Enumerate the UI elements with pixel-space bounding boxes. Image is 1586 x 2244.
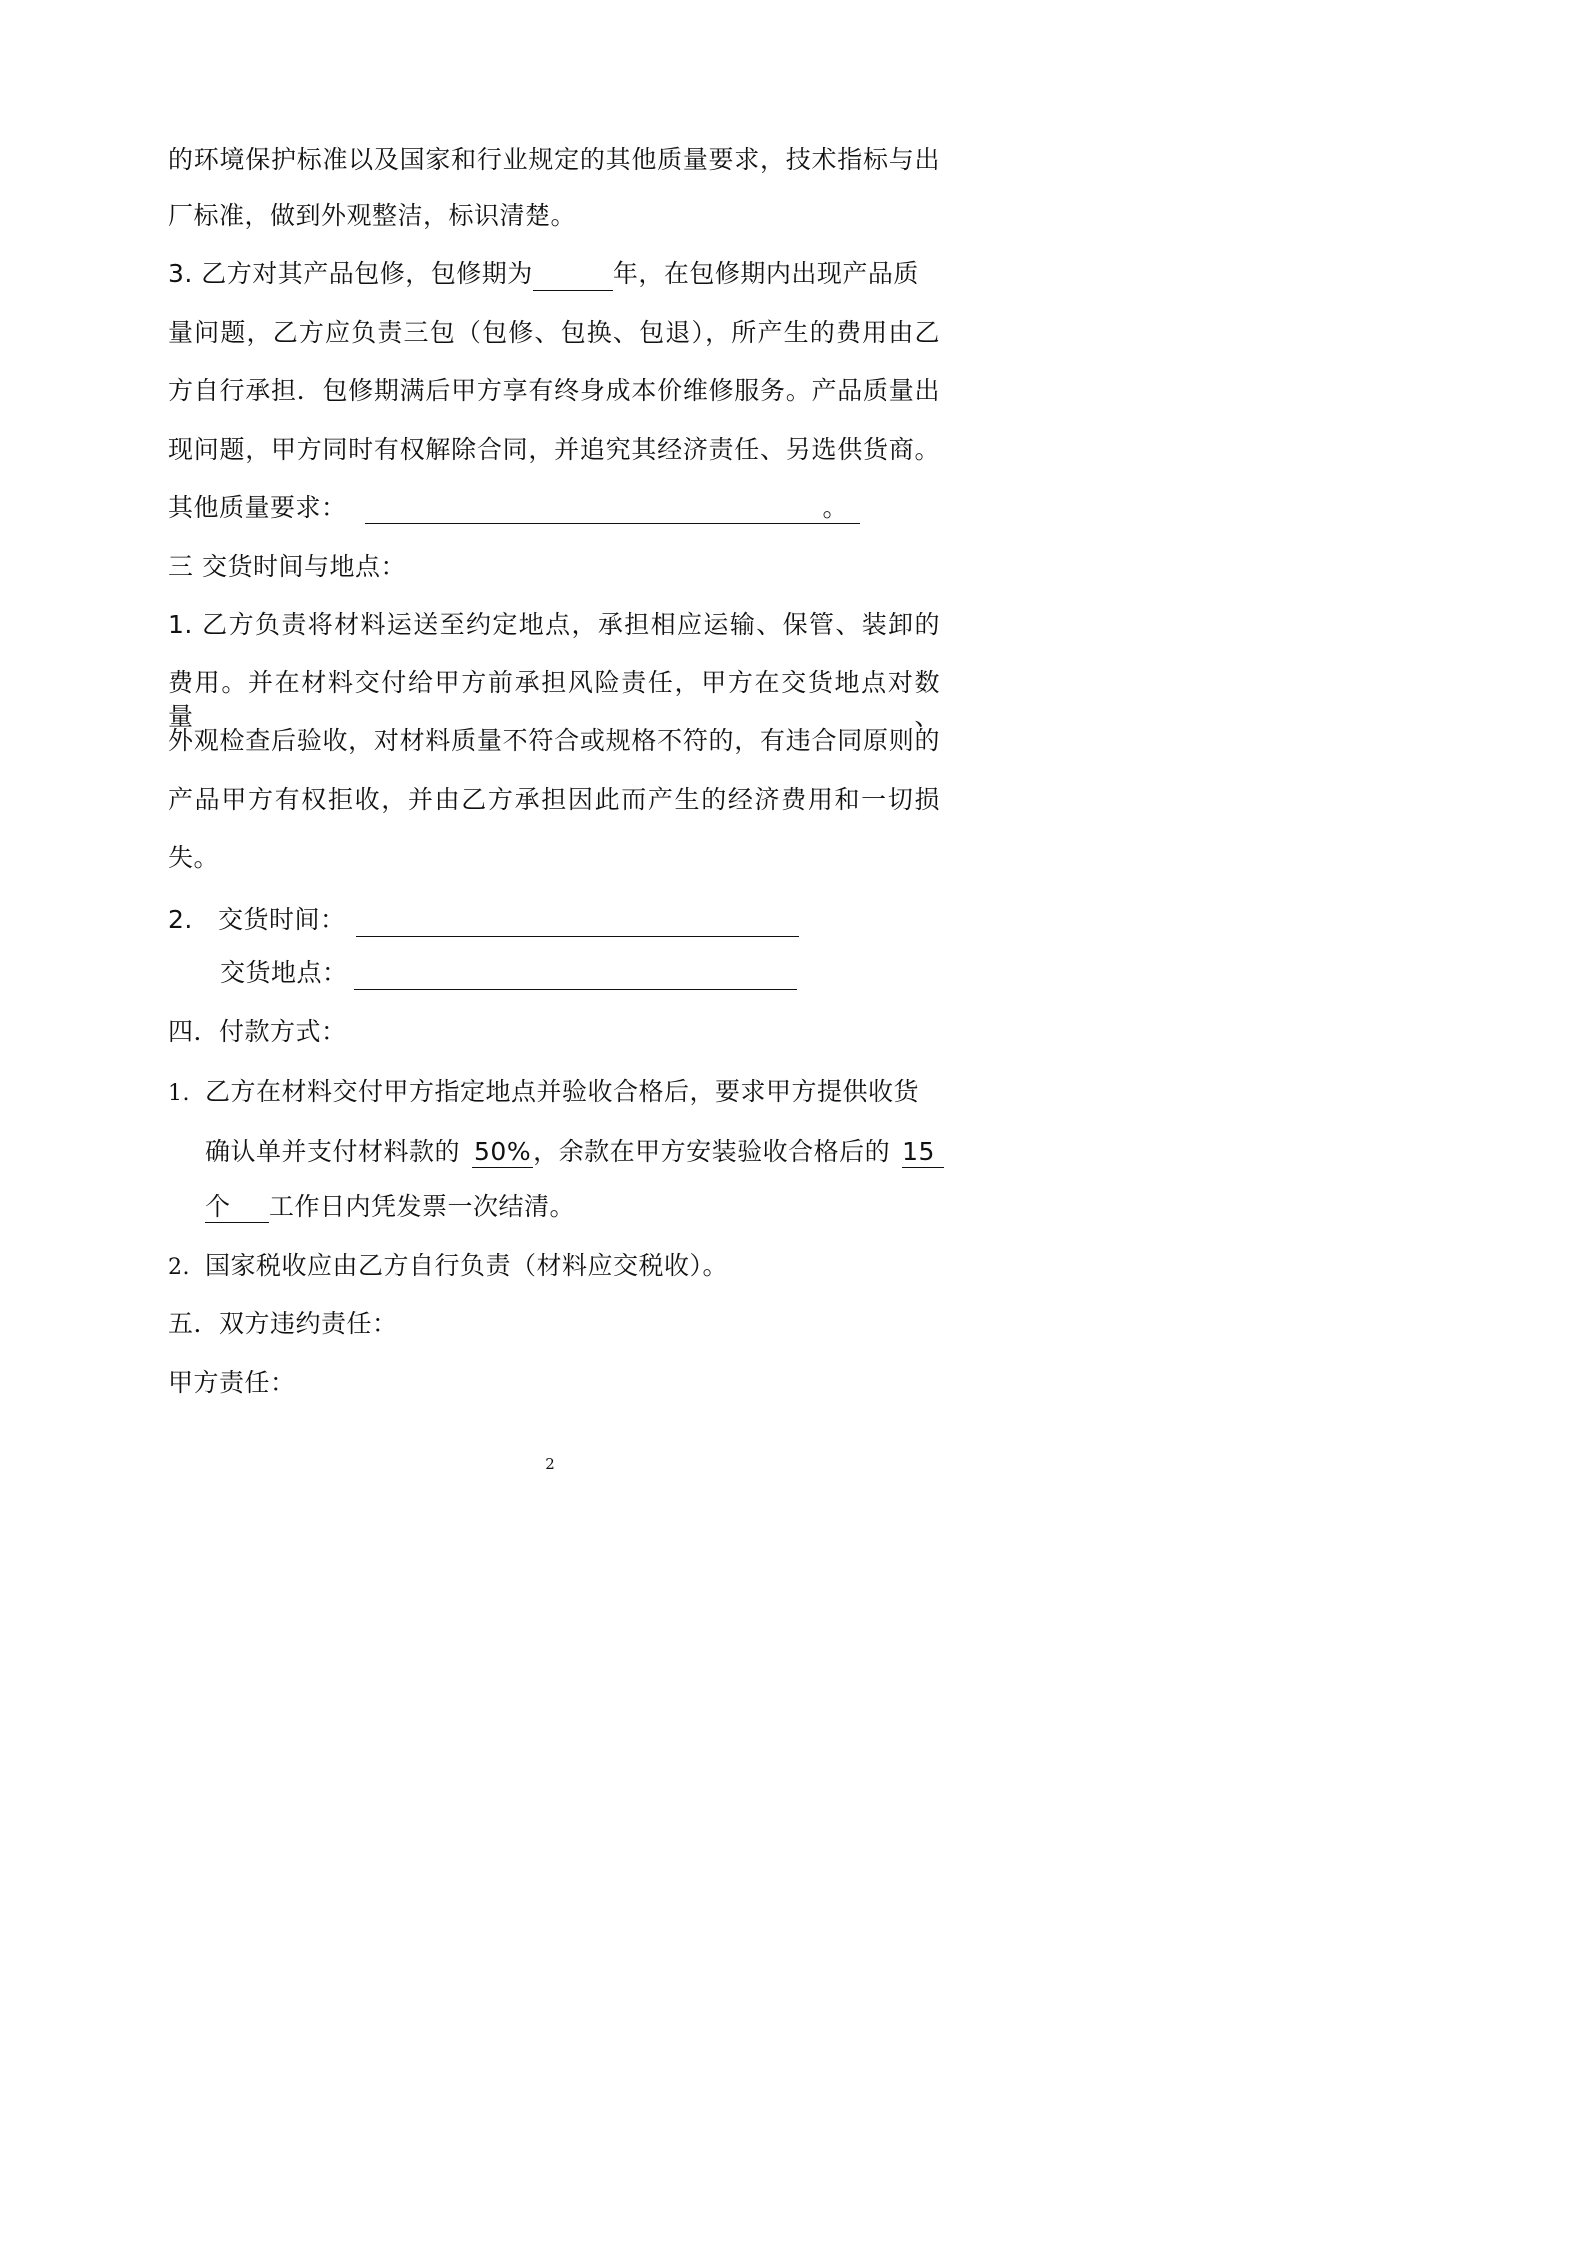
working-days-count: 15	[902, 1137, 944, 1168]
warranty-years-blank	[533, 260, 613, 291]
blank-end-mark: 。	[822, 493, 848, 522]
payment-item-2-text: 国家税收应由乙方自行负责（材料应交税收）。	[205, 1251, 729, 1280]
body-line: 的环境保护标准以及国家和行业规定的其他质量要求，技术指标与出	[168, 145, 940, 174]
body-line: 厂标准，做到外观整洁，标识清楚。	[168, 201, 577, 230]
body-line: 产品甲方有权拒收，并由乙方承担因此而产生的经济费用和一切损	[168, 785, 940, 814]
payment-item-1-text: 工作日内凭发票一次结清。	[269, 1192, 576, 1221]
advance-percentage: 50%	[474, 1137, 532, 1166]
payment-item-1-line-2	[205, 1135, 944, 1169]
payment-item-1-text: 确认单并支付材料款的	[205, 1137, 461, 1166]
delivery-time-blank	[356, 906, 799, 937]
body-line: 现问题，甲方同时有权解除合同，并追究其经济责任、另选供货商。	[168, 435, 940, 464]
body-line: 1. 乙方负责将材料运送至约定地点，承担相应运输、保管、装卸的	[168, 610, 940, 639]
delivery-place-line	[220, 956, 797, 990]
delivery-time-label: 交货时间：	[218, 905, 346, 934]
warranty-clause-text: 3. 乙方对其产品包修，包修期为	[168, 259, 533, 288]
body-line: 外观检查后验收，对材料质量不符合或规格不符的，有违合同原则的	[168, 726, 940, 755]
delivery-place-blank	[354, 959, 797, 990]
working-days-unit: 个	[205, 1192, 269, 1223]
warranty-clause-text-cont: 年，在包修期内出现产品质	[612, 259, 919, 288]
delivery-time-line	[168, 903, 799, 937]
other-quality-requirements-blank	[365, 493, 860, 524]
payment-item-1-line-1	[168, 1075, 919, 1111]
section-heading-delivery: 三 交货时间与地点：	[168, 552, 406, 581]
payment-item-1-text: 乙方在材料交付甲方指定地点并验收合格后，要求甲方提供收货	[205, 1077, 920, 1106]
party-a-responsibility-heading: 甲方责任：	[168, 1368, 296, 1397]
body-line: 方自行承担．包修期满后甲方享有终身成本价维修服务。产品质量出	[168, 376, 940, 405]
payment-item-1-line-3	[205, 1190, 575, 1224]
section-heading-breach: 五．双方违约责任：	[168, 1309, 398, 1338]
page-number: 2	[545, 1455, 555, 1473]
document-page	[0, 0, 1100, 1556]
list-number: 2.	[168, 1255, 190, 1280]
payment-item-1-text: ，余款在甲方安装验收合格后的	[533, 1137, 891, 1166]
warranty-clause-line	[168, 257, 919, 291]
payment-item-2-line	[168, 1249, 728, 1285]
section-heading-payment: 四．付款方式：	[168, 1017, 347, 1046]
item-number: 2.	[168, 905, 193, 934]
body-line: 量问题，乙方应负责三包（包修、包换、包退），所产生的费用由乙	[168, 318, 940, 347]
delivery-place-label: 交货地点：	[220, 958, 348, 987]
body-line: 失。	[168, 843, 220, 872]
body-line: 费用。并在材料交付给甲方前承担风险责任，甲方在交货地点对数量、	[168, 668, 940, 731]
other-quality-requirements-label: 其他质量要求：	[168, 493, 347, 522]
other-quality-requirements-line	[168, 491, 860, 525]
list-number: 1.	[168, 1081, 190, 1106]
